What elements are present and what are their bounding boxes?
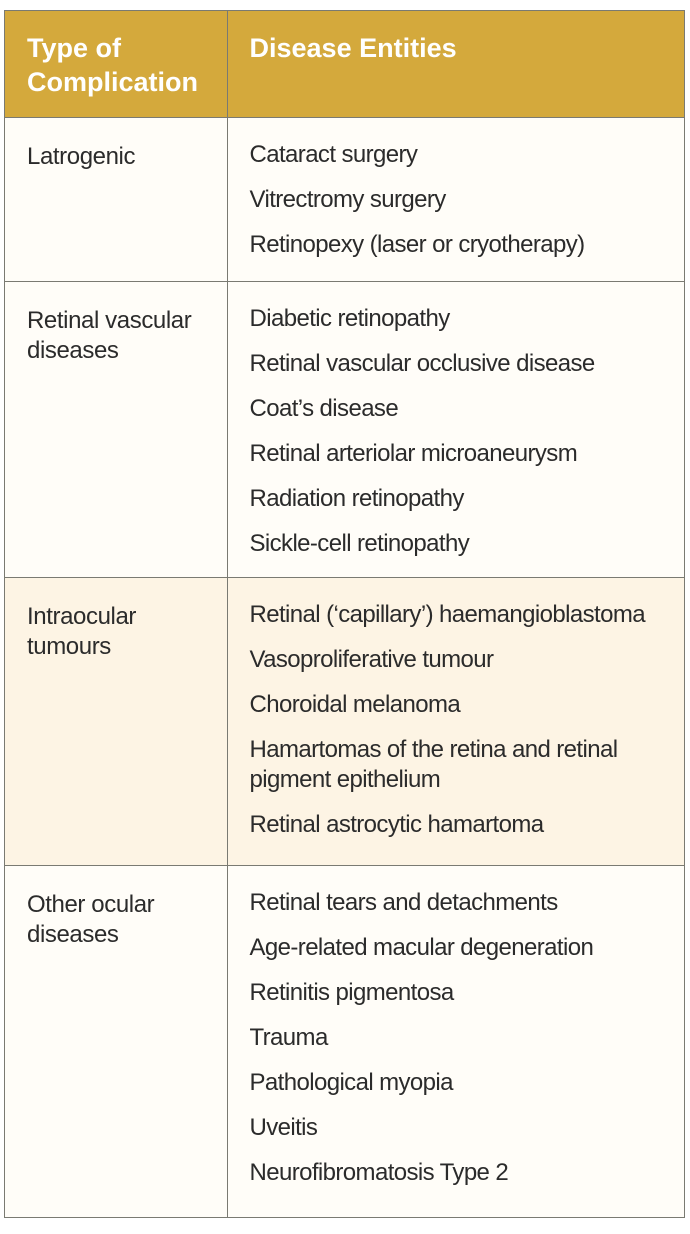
disease-entity: Vitrectromy surgery: [249, 186, 446, 213]
disease-entity: Vasoproliferative tumour: [249, 646, 494, 673]
disease-entity: Uveitis: [249, 1114, 318, 1141]
disease-entity: Age-related macular degeneration: [249, 934, 594, 961]
disease-entity: Pathological myopia: [249, 1069, 453, 1096]
disease-entity: Trauma: [249, 1024, 328, 1051]
table-row: [5, 578, 684, 866]
disease-entity: Retinopexy (laser or cryotherapy): [249, 231, 585, 258]
disease-entity: Cataract surgery: [249, 141, 418, 168]
disease-entity: Choroidal melanoma: [249, 691, 461, 718]
complication-type-cell: [5, 866, 227, 1218]
disease-entity: Coat’s disease: [249, 395, 399, 422]
disease-entities-cell: [227, 578, 684, 866]
disease-entity: Retinal (‘capillary’) haemangioblastoma: [249, 601, 645, 628]
disease-entity: Retinal arteriolar microaneurysm: [249, 440, 578, 467]
table-row: [5, 866, 684, 1218]
complication-type: Other ocular diseases: [27, 891, 155, 948]
table-header-row: [5, 11, 684, 118]
table-row: [5, 282, 684, 578]
complication-type-cell: [5, 118, 227, 282]
disease-entities-cell: [227, 282, 684, 578]
disease-entity: Retinal tears and detachments: [249, 889, 558, 916]
disease-entity: Retinitis pigmentosa: [249, 979, 454, 1006]
complication-type-cell: [5, 578, 227, 866]
disease-entities-cell: [227, 118, 684, 282]
complications-table: [4, 10, 685, 1218]
complication-type: Intraocular tumours: [27, 603, 136, 660]
table-row: [5, 118, 684, 282]
complication-type-cell: [5, 282, 227, 578]
header-disease-entities: Disease Entities: [227, 11, 684, 118]
disease-entity: Sickle-cell retinopathy: [249, 530, 470, 557]
complication-type: Retinal vascular diseases: [27, 307, 192, 364]
disease-entity: Diabetic retinopathy: [249, 305, 450, 332]
disease-entity: Neurofibromatosis Type 2: [249, 1159, 509, 1186]
disease-entity: Hamartomas of the retina and retinal pigment epithelium: [249, 736, 618, 793]
disease-entities-cell: [227, 866, 684, 1218]
complication-type: Latrogenic: [27, 143, 136, 170]
header-type-of-complication: Type of Complication: [5, 11, 227, 118]
disease-entity: Retinal astrocytic hamartoma: [249, 811, 544, 838]
disease-entity: Radiation retinopathy: [249, 485, 464, 512]
disease-entity: Retinal vascular occlusive disease: [249, 350, 595, 377]
